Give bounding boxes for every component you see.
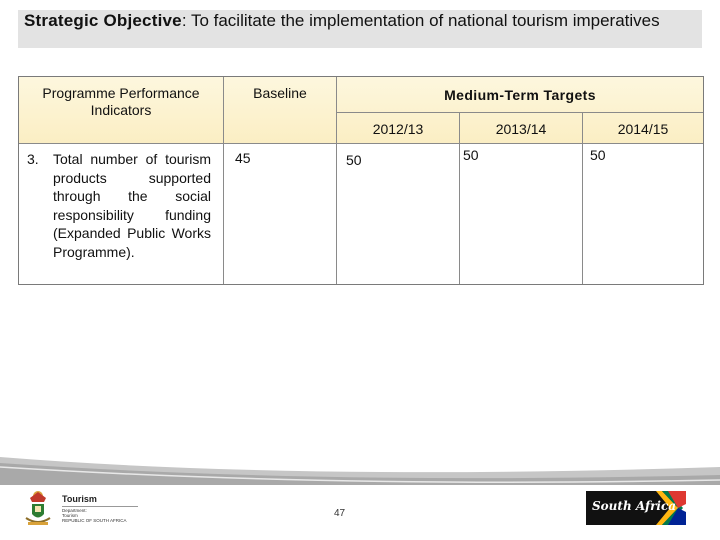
page-number: 47	[334, 508, 346, 519]
indicator-text: Total number of tourism products supported through the social responsibility funding (Expanded Public Works Programme).	[53, 151, 211, 260]
header-divider	[336, 112, 703, 113]
baseline-value: 45	[235, 150, 251, 166]
south-africa-brand-logo	[586, 488, 686, 528]
header-baseline: Baseline	[253, 85, 307, 101]
objective-label: Strategic Objective	[24, 11, 182, 30]
indicator-number: 3.	[27, 151, 39, 167]
target-2013-14: 50	[463, 147, 479, 163]
strategic-objective	[18, 10, 702, 48]
target-2012-13: 50	[346, 152, 362, 168]
dept-logo-sub2: Tourism	[62, 513, 78, 518]
header-bottom-rule	[19, 143, 703, 144]
header-year-2012-13: 2012/13	[372, 121, 424, 137]
objective-text: : To facilitate the implementation of national tourism imperatives	[181, 11, 660, 30]
coat-of-arms-icon	[22, 488, 54, 528]
dept-logo-name: Tourism	[62, 494, 97, 504]
target-2014-15: 50	[590, 147, 606, 163]
dept-logo-rule	[62, 506, 138, 507]
department-logo	[22, 488, 152, 528]
column-divider	[582, 113, 583, 284]
header-year-2014-15: 2014/15	[617, 121, 669, 137]
header-year-2013-14: 2013/14	[495, 121, 547, 137]
brand-logo-text: South Africa	[592, 499, 677, 513]
footer-swoosh	[0, 455, 720, 485]
header-performance-indicators: Programme Performance Indicators	[42, 85, 200, 118]
column-divider	[336, 77, 337, 284]
header-medium-term-targets: Medium-Term Targets	[444, 87, 596, 103]
indicators-table	[18, 76, 704, 285]
dept-logo-sub1: Department:	[62, 508, 87, 513]
dept-logo-sub3: REPUBLIC OF SOUTH AFRICA	[62, 518, 127, 523]
column-divider	[459, 113, 460, 284]
column-divider	[223, 77, 224, 284]
